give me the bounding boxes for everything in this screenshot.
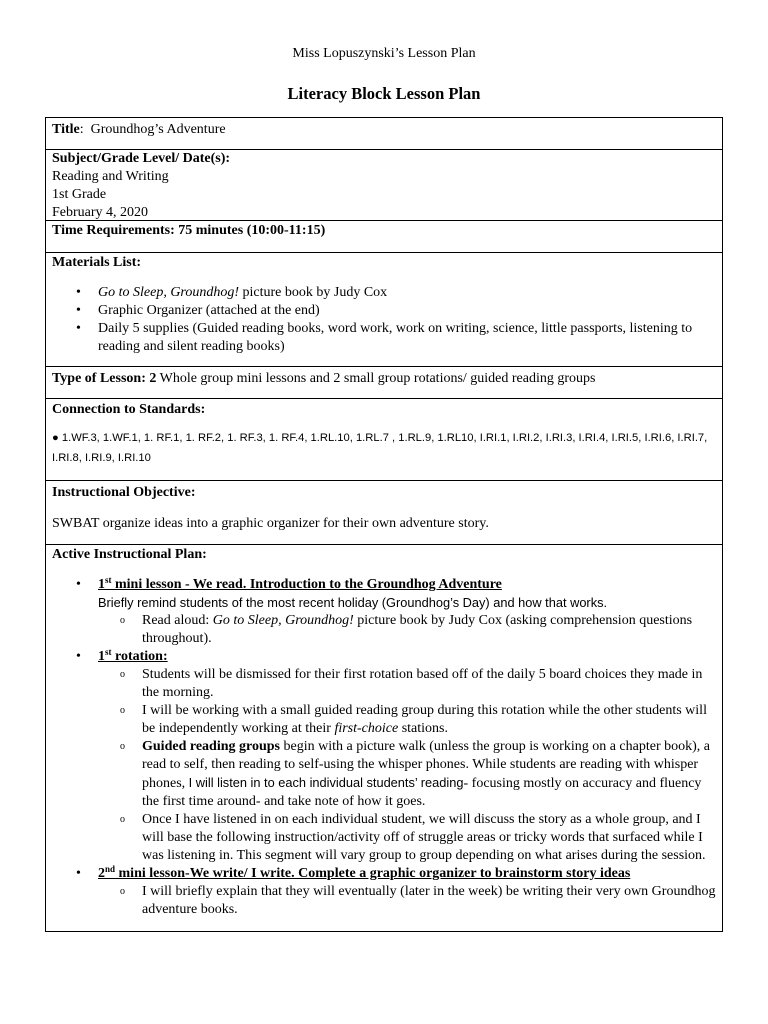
title-value: Groundhog’s Adventure: [90, 122, 226, 137]
rotation-1: • 1st rotation:: [52, 648, 716, 666]
standards-row: [45, 398, 723, 481]
document-title: Literacy Block Lesson Plan: [287, 84, 481, 103]
mini-lesson-1-subitems: [52, 612, 716, 648]
objective-label: Instructional Objective:: [52, 485, 196, 500]
document-header: Miss Lopuszynski’s Lesson Plan: [292, 46, 476, 61]
mini-lesson-1-description: Briefly remind students of the most recent holiday (Groundhog’s Day) and how that works.: [98, 595, 608, 610]
subject-label: Subject/Grade Level/ Date(s):: [52, 151, 231, 166]
plan-row: [45, 544, 723, 932]
materials-label: Materials List:: [52, 255, 142, 270]
list-item: • Go to Sleep, Groundhog! picture book by Judy Cox: [52, 284, 716, 302]
list-item: o I will be working with a small guided reading group during this rotation while the other students will be independently working at their first-choice stations.: [52, 702, 716, 738]
list-item: o Read aloud: Go to Sleep, Groundhog! picture book by Judy Cox (asking comprehension questions throughout).: [52, 612, 716, 648]
mini-lesson-1: • 1st mini lesson - We read. Introduction to the Groundhog Adventure Briefly remind students of the most recent holiday (Groundhog’s Day) and how that works.: [52, 576, 716, 612]
standards-list: ● 1.WF.3, 1.WF.1, 1. RF.1, 1. RF.2, 1. RF.3, 1. RF.4, 1.RL.10, 1.RL.7 , 1.RL.9, 1.RL10, I.RI.1, I.RI.2, I.RI.3, I.RI.4, I.RI.5, I.RI.6, I.RI.7, I.RI.8, I.RI.9, I.RI.10: [52, 432, 708, 464]
list-item: o Once I have listened in on each individual student, we will discuss the story as a whole group, and I will base the following instruction/activity off of struggle areas or tricky words that surfaced while I was listening in. This segment will vary group to group depending on what arises during the session.: [52, 811, 716, 865]
mini-lesson-2-subitems: [52, 883, 716, 919]
list-item: o I will briefly explain that they will eventually (later in the week) be writing their very own Groundhog adventure books.: [52, 883, 716, 919]
plan-list: [52, 576, 716, 612]
subject-line: Reading and Writing: [52, 169, 169, 184]
lesson-type-value: Whole group mini lessons and 2 small group rotations/ guided reading groups: [156, 371, 596, 386]
time-row: [45, 220, 723, 253]
grade-line: 1st Grade: [52, 187, 107, 202]
date-line: February 4, 2020: [52, 205, 149, 220]
lesson-type-row: [45, 366, 723, 399]
list-item: o Students will be dismissed for their first rotation based off of the daily 5 board choices they made in the morning.: [52, 666, 716, 702]
rotation-1-subitems: [52, 666, 716, 865]
materials-list: [52, 284, 716, 356]
standards-label: Connection to Standards:: [52, 402, 206, 417]
time-label: Time Requirements: 75 minutes (10:00-11:15): [52, 223, 326, 238]
lesson-type-label: Type of Lesson: 2: [52, 371, 157, 386]
list-item: • Graphic Organizer (attached at the end): [52, 302, 716, 320]
list-item: o Guided reading groups begin with a picture walk (unless the group is working on a chapter book), a read to self, then reading to self-using the whisper phones. While students are reading with whisper phones, I will listen in to each individual students’ reading- focusing mostly on accuracy and fluency the first time around- and take note of how it goes.: [52, 738, 716, 811]
objective-row: [45, 480, 723, 545]
objective-text: SWBAT organize ideas into a graphic organizer for their own adventure story.: [52, 516, 489, 531]
plan-label: Active Instructional Plan:: [52, 547, 207, 562]
title-label: Title: [52, 122, 80, 137]
title-colon: :: [79, 122, 84, 137]
mini-lesson-2: • 2nd mini lesson-We write/ I write. Complete a graphic organizer to brainstorm story ideas: [52, 865, 716, 883]
subject-row: [45, 149, 723, 221]
title-row: [45, 117, 723, 150]
list-item: • Daily 5 supplies (Guided reading books, word work, work on writing, science, little passports, listening to reading and silent reading books): [52, 320, 716, 356]
materials-row: [45, 252, 723, 367]
